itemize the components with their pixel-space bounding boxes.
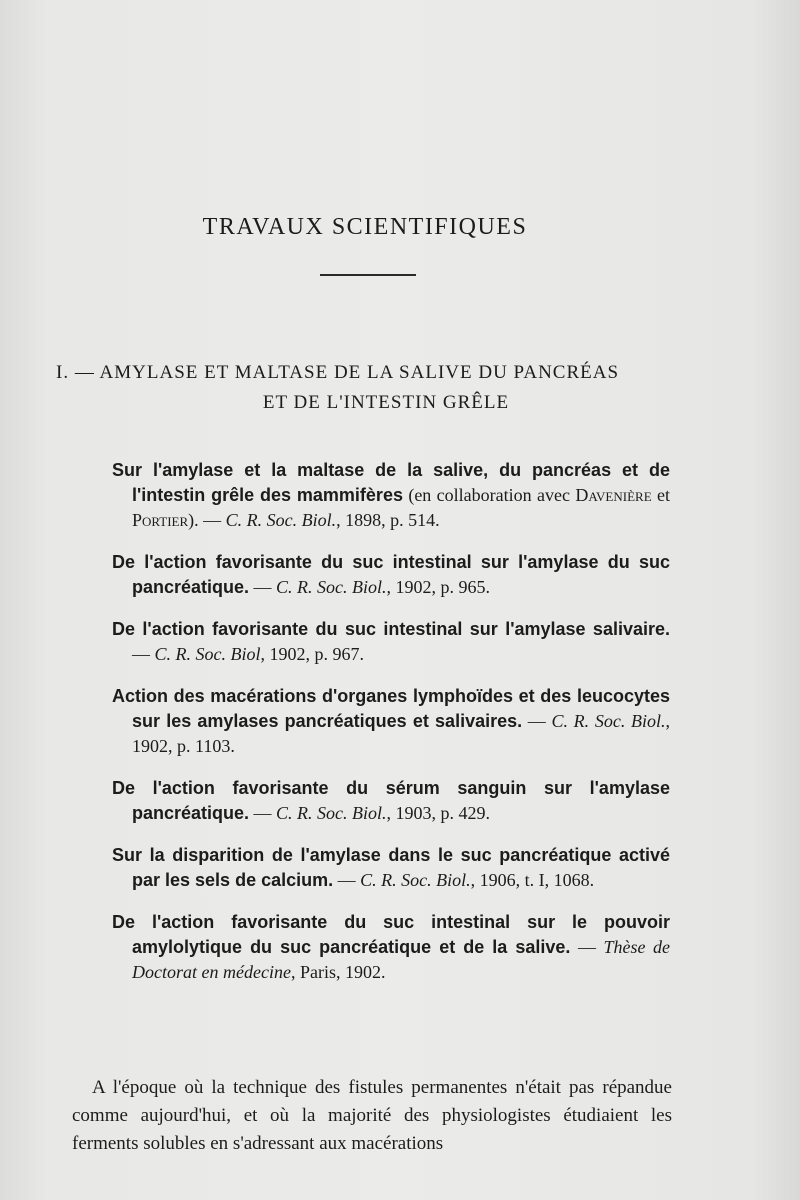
reference-title: De l'action favorisante du suc intestinal sur l'amylase salivaire.: [112, 619, 670, 639]
reference-citation: , Paris, 1902.: [290, 962, 386, 982]
section-heading-line2: ET DE L'INTESTIN GRÊLE: [262, 392, 510, 413]
reference-title: Action des macérations d'organes lymphoïdes et des leucocytes sur les amylases pancréatiques et salivaires.: [112, 686, 670, 731]
reference-sep: —: [249, 577, 277, 597]
reference-list: [112, 458, 670, 1002]
reference-citation: , 1902, p. 1103.: [132, 711, 671, 756]
reference-collab-close: ). —: [188, 510, 226, 530]
title-rule: [320, 274, 416, 276]
reference-citation: , 1906, t. I, 1068.: [470, 870, 595, 890]
reference-collab: (en collaboration avec: [402, 485, 576, 505]
reference-item: [112, 843, 670, 893]
section-heading-line1: I. — AMYLASE ET MALTASE DE LA SALIVE DU PANCRÉAS: [56, 362, 620, 383]
reference-journal: C. R. Soc. Biol: [154, 644, 261, 664]
reference-sep: —: [522, 711, 552, 731]
reference-item: [112, 550, 670, 600]
reference-sep: —: [249, 803, 277, 823]
reference-sep: —: [132, 644, 155, 664]
reference-citation: , 1902, p. 965.: [386, 577, 491, 597]
page-title: TRAVAUX SCIENTIFIQUES: [202, 214, 528, 240]
reference-journal: C. R. Soc. Biol.: [276, 577, 387, 597]
reference-journal: C. R. Soc. Biol.: [551, 711, 666, 731]
reference-journal: C. R. Soc. Biol.: [225, 510, 337, 530]
reference-citation: , 1902, p. 967.: [260, 644, 364, 664]
reference-title: Sur la disparition de l'amylase dans le suc pancréatique activé par les sels de calcium.: [112, 845, 670, 890]
reference-item: [112, 684, 670, 759]
reference-title: De l'action favorisante du sérum sanguin sur l'amylase pancréatique.: [112, 778, 670, 823]
reference-title: Sur l'amylase et la maltase de la salive, du pancréas et de l'intestin grêle des mammifères: [112, 460, 670, 505]
reference-journal: Thèse de Doctorat en médecine: [132, 937, 671, 982]
reference-journal: C. R. Soc. Biol.: [360, 870, 471, 890]
reference-title: De l'action favorisante du suc intestinal sur l'amylase du suc pancréatique.: [112, 552, 670, 597]
reference-item: [112, 617, 670, 667]
reference-author: Portier: [132, 510, 189, 530]
reference-title: De l'action favorisante du suc intestinal sur le pouvoir amylolytique du suc pancréatique et de la salive.: [112, 912, 670, 957]
reference-sep: —: [333, 870, 361, 890]
reference-journal: C. R. Soc. Biol.: [276, 803, 387, 823]
reference-author: Davenière: [575, 485, 652, 505]
reference-item: [112, 776, 670, 826]
reference-collab-and: et: [651, 485, 670, 505]
body-paragraph: A l'époque où la technique des fistules permanentes n'était pas répandue comme aujourd'hui, et où la majorité des physiologistes étudiaient les ferments solubles en s'adressant aux macérations: [72, 1077, 672, 1154]
section-heading: [56, 358, 676, 418]
reference-citation: , 1898, p. 514.: [336, 510, 440, 530]
reference-item: [112, 910, 670, 985]
reference-sep: —: [570, 937, 604, 957]
reference-citation: , 1903, p. 429.: [386, 803, 491, 823]
reference-item: [112, 458, 670, 533]
